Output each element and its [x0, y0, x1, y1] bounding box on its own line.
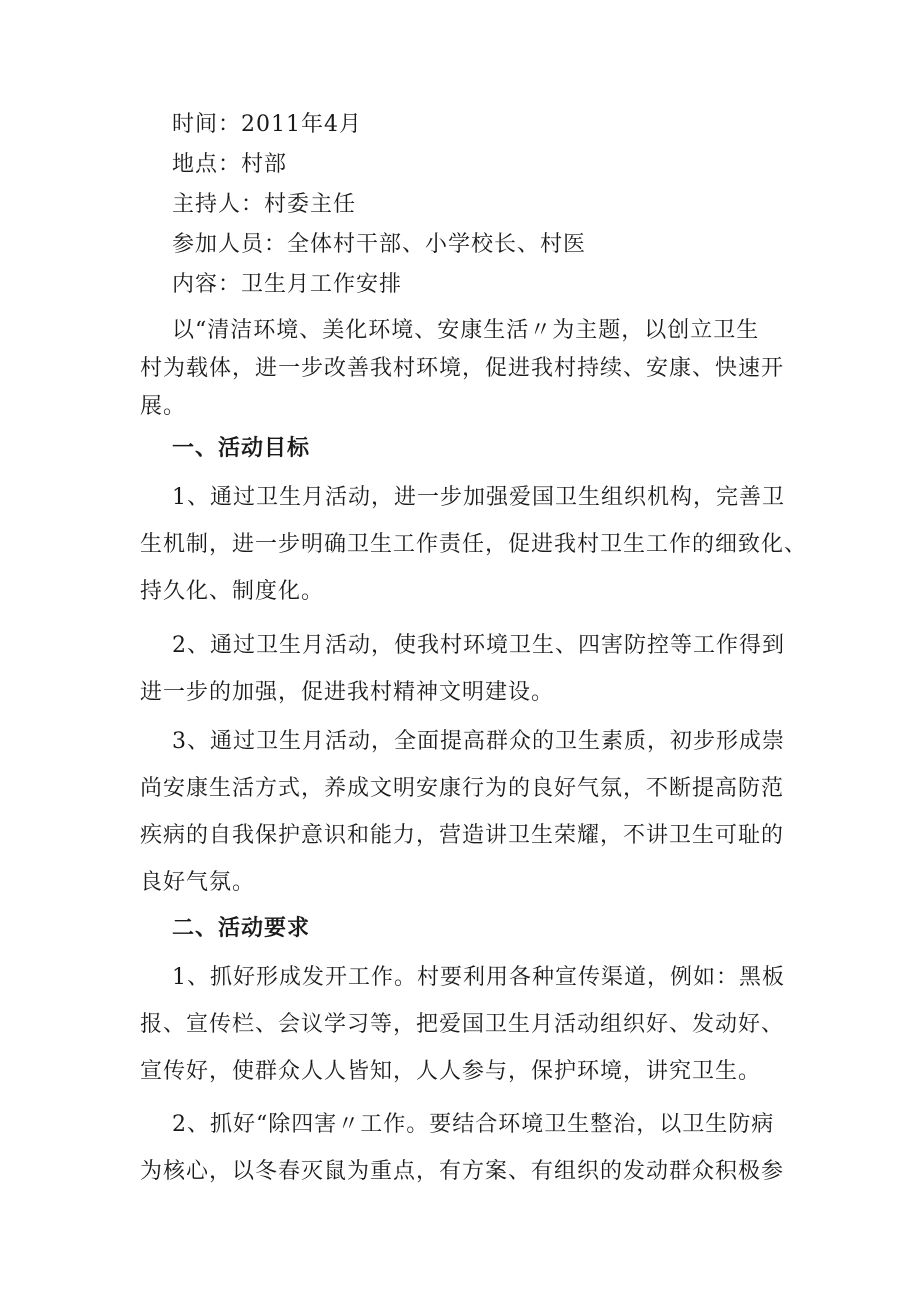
section2-item-1: [140, 954, 785, 1095]
section1-item-1: [140, 474, 808, 615]
paragraph-line: 报、宣传栏、会议学习等，把爱国卫生月活动组织好、发动好、: [140, 1012, 785, 1037]
paragraph-line: 尚安康生活方式，养成文明安康行为的良好气氛，不断提高防范: [140, 776, 785, 801]
paragraph-line: 生机制，进一步明确卫生工作责任，促进我村卫生工作的细致化、: [140, 532, 808, 557]
section1-heading: 一、活动目标: [172, 436, 311, 461]
meta-time: 时间：2011年4月: [172, 112, 362, 137]
paragraph-line: 3、通过卫生月活动，全面提高群众的卫生素质，初步形成崇: [172, 729, 785, 754]
paragraph-line: 持久化、制度化。: [140, 579, 325, 604]
paragraph-line: 1、通过卫生月活动，进一步加强爱国卫生组织机构，完善卫: [172, 485, 785, 510]
meta-host: 主持人：村委主任: [172, 192, 357, 217]
paragraph-line: 为核心，以冬春灭鼠为重点，有方案、有组织的发动群众积极参: [140, 1159, 785, 1184]
paragraph-line: 良好气氛。: [140, 870, 256, 895]
paragraph-line: 2、抓好“除四害〃工作。要结合环境卫生整治，以卫生防病: [172, 1112, 775, 1137]
intro-line: 村为载体，进一步改善我村环境，促进我村持续、安康、快速开: [140, 356, 785, 381]
paragraph-line: 宣传好，使群众人人皆知，人人参与，保护环境，讲究卫生。: [140, 1059, 762, 1084]
paragraph-line: 疾病的自我保护意识和能力，营造讲卫生荣耀，不讲卫生可耻的: [140, 823, 785, 848]
intro-line: 展。: [140, 394, 187, 419]
section1-item-2: [140, 622, 785, 716]
meta-participants: 参加人员：全体村干部、小学校长、村医: [172, 232, 587, 257]
meta-content: 内容：卫生月工作安排: [172, 272, 403, 297]
paragraph-line: 2、通过卫生月活动，使我村环境卫生、四害防控等工作得到: [172, 633, 785, 658]
intro-paragraph: [140, 312, 785, 426]
section2-heading: 二、活动要求: [172, 916, 311, 941]
paragraph-line: 进一步的加强，促进我村精神文明建设。: [140, 680, 555, 705]
meta-location: 地点：村部: [172, 152, 288, 177]
intro-line: 以“清洁环境、美化环境、安康生活〃为主题，以创立卫生: [172, 318, 760, 343]
section1-item-3: [140, 718, 785, 906]
paragraph-line: 1、抓好形成发开工作。村要利用各种宣传渠道，例如：黑板: [172, 965, 785, 990]
section2-item-2: [140, 1101, 785, 1195]
